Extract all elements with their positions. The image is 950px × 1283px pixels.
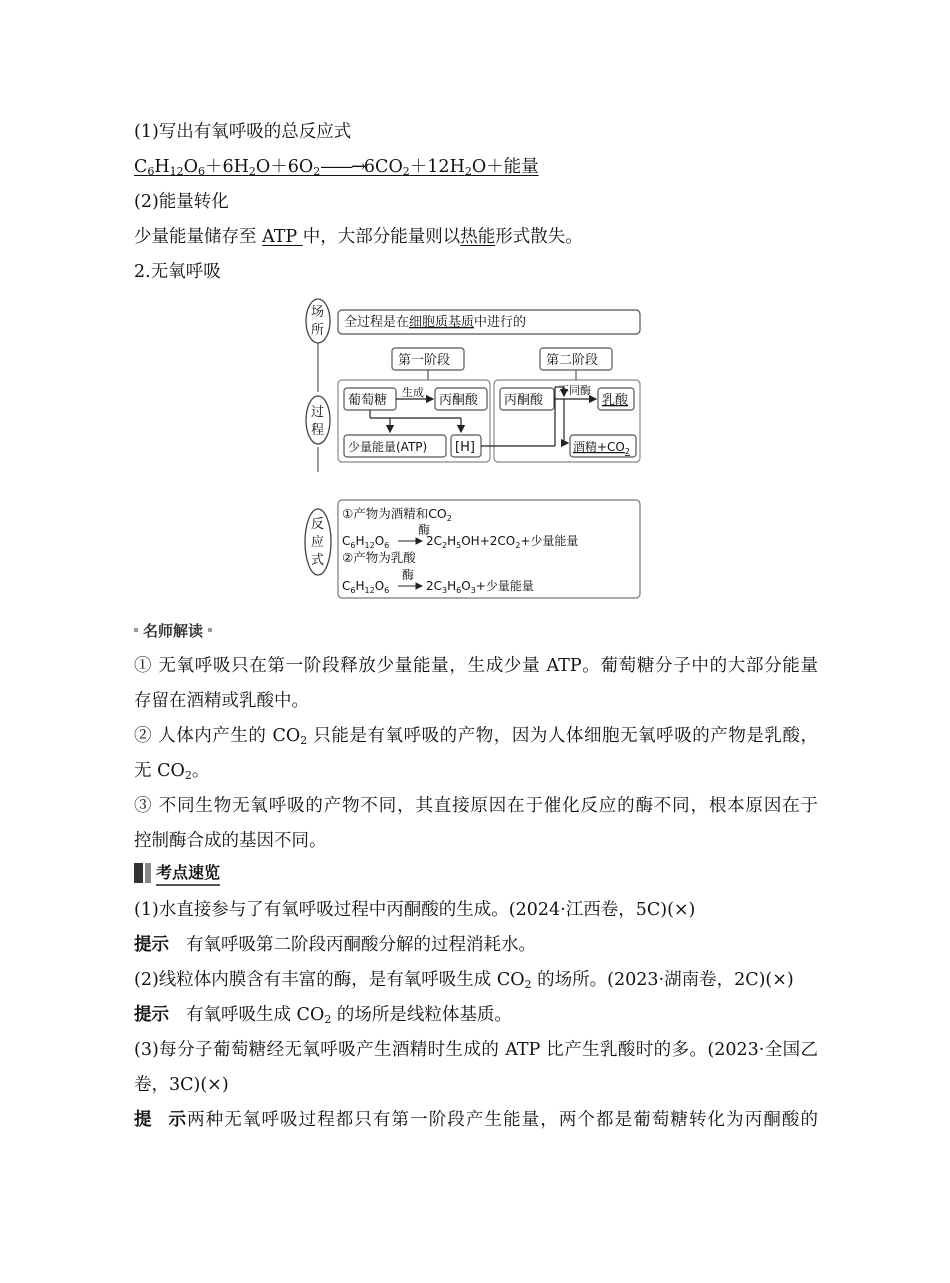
item-2-tip: 提示 有氧呼吸生成 $CO_2$ 的场所是线粒体基质。 bbox=[134, 1005, 512, 1026]
aerobic-equation: $C_6H_{12}O_6+6H_2O+6O_2——\to 6CO_2+12H_2O+$能量 bbox=[134, 157, 539, 178]
anaerobic-heading: 2.无氧呼吸 bbox=[134, 262, 221, 282]
note-2: ② 人体内产生的 $CO_2$ 只能是有氧呼吸的产物，因为人体细胞无氧呼吸的产物是乳酸， bbox=[134, 726, 818, 747]
stage2-label: 第二阶段 bbox=[546, 353, 599, 368]
item-1-question: (1)水直接参与了有氧呼吸过程中丙酮酸的生成。(2024·江西卷，5C)(×) bbox=[134, 900, 696, 920]
h-label: [H] bbox=[455, 440, 475, 455]
lactic-label: 乳酸 bbox=[602, 393, 629, 408]
generate-label: 生成 bbox=[402, 386, 424, 399]
item-3-question-cont: 卷，3C)(×) bbox=[134, 1075, 229, 1095]
site-char-2: 所 bbox=[311, 323, 325, 338]
anaerobic-diagram bbox=[300, 292, 645, 602]
note-1-cont: 存留在酒精或乳酸中。 bbox=[134, 691, 309, 711]
item-3-tip: 提示两种无氧呼吸过程都只有第一阶段产生能量，两个都是葡萄糖转化为丙酮酸的 bbox=[134, 1110, 818, 1130]
quick-review-label: 考点速览 bbox=[156, 860, 220, 886]
atp-blank: ATP bbox=[262, 227, 303, 247]
pyruvate2-label: 丙酮酸 bbox=[504, 393, 544, 408]
question-2-heading: (2)能量转化 bbox=[134, 192, 229, 212]
diff-enzyme-label: 不同酶 bbox=[558, 384, 591, 397]
alcohol-label: 酒精$+CO_2$ bbox=[573, 440, 630, 456]
r1-products: $2C_2H_5OH+2CO_2+$少量能量 bbox=[426, 534, 579, 550]
r1-enzyme: 酶 bbox=[418, 523, 431, 537]
r2-enzyme: 酶 bbox=[402, 568, 415, 582]
site-char-1: 场 bbox=[311, 305, 325, 320]
item-2-question: (2)线粒体内膜含有丰富的酶，是有氧呼吸生成 $CO_2$ 的场所。(2023·湖南卷，2C)(×) bbox=[134, 970, 794, 991]
r2-products: $2C_3H_6O_3+$少量能量 bbox=[426, 579, 534, 595]
site-text: 全过程是在细胞质基质中进行的 bbox=[344, 315, 527, 330]
note-2-cont: 无 $CO_2$。 bbox=[134, 761, 210, 782]
note-3-cont: 控制酶合成的基因不同。 bbox=[134, 831, 327, 851]
pyruvate1-label: 丙酮酸 bbox=[439, 393, 479, 408]
question-1-heading: (1)写出有氧呼吸的总反应式 bbox=[134, 122, 352, 142]
reaction-label: 反应式 bbox=[311, 517, 325, 568]
energy-transfer-text: 少量能量储存至 ATP 中，大部分能量则以热能形式散失。 bbox=[134, 227, 583, 247]
r2-title: ②产物为乳酸 bbox=[342, 550, 416, 565]
teacher-interpretation-label: 名师解读 bbox=[134, 620, 212, 641]
quick-review-header bbox=[134, 862, 220, 884]
note-1: ① 无氧呼吸只在第一阶段释放少量能量，生成少量 ATP。葡萄糖分子中的大部分能量 bbox=[134, 656, 818, 676]
item-3-question: (3)每分子葡萄糖经无氧呼吸产生酒精时生成的 ATP 比产生乳酸时的多。(2023·全国乙 bbox=[134, 1040, 818, 1060]
r2-equation: $C_6H_{12}O_6$ bbox=[342, 579, 390, 595]
r1-equation: $C_6H_{12}O_6$ bbox=[342, 534, 390, 550]
header-bar-icon bbox=[134, 863, 143, 883]
glucose-label: 葡萄糖 bbox=[348, 393, 388, 408]
r1-title: ①产物为酒精和$CO_2$ bbox=[342, 506, 452, 523]
note-3: ③ 不同生物无氧呼吸的产物不同，其直接原因在于催化反应的酶不同，根本原因在于 bbox=[134, 796, 818, 816]
stage1-label: 第一阶段 bbox=[398, 353, 451, 368]
heat-blank: 热能 bbox=[460, 227, 496, 247]
atp-label: 少量能量(ATP) bbox=[348, 440, 428, 454]
item-1-tip: 提示 有氧呼吸第二阶段丙酮酸分解的过程消耗水。 bbox=[134, 935, 536, 955]
process-label: 过程 bbox=[311, 405, 325, 438]
